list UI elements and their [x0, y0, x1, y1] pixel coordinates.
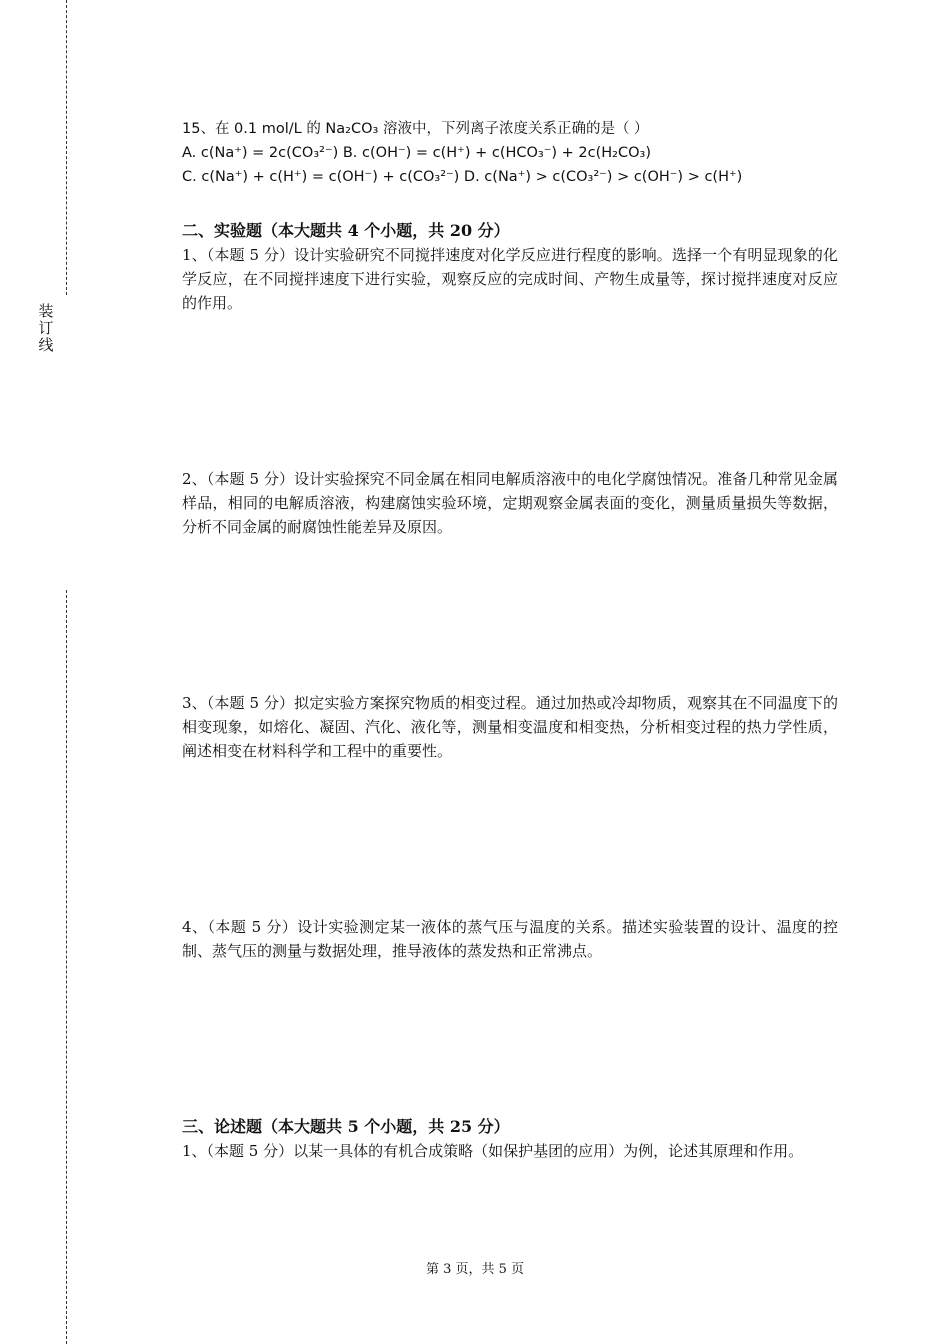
section-3-heading: 三、论述题（本大题共 5 个小题，共 25 分）: [182, 1117, 510, 1136]
section-2-heading: 二、实验题（本大题共 4 个小题，共 20 分）: [182, 221, 510, 240]
binding-line-top: [66, 0, 67, 295]
options-ab: A. c(Na⁺) = 2c(CO₃²⁻) B. c(OH⁻) = c(H⁺) + c(HCO₃⁻) + 2c(H₂CO₃): [182, 145, 651, 161]
question-15: [182, 117, 838, 189]
experiment-question-1: 1、（本题 5 分）设计实验研究不同搅拌速度对化学反应进行程度的影响。选择一个有明显现象的化学反应，在不同搅拌速度下进行实验，观察反应的完成时间、产物生成量等，探讨搅拌速度对反应的作用。: [182, 246, 838, 312]
experiment-question-3: 3、（本题 5 分）拟定实验方案探究物质的相变过程。通过加热或冷却物质，观察其在不同温度下的相变现象，如熔化、凝固、汽化、液化等，测量相变温度和相变热，分析相变过程的热力学性质，阐述相变在材料科学和工程中的重要性。: [182, 694, 838, 760]
binding-line-bottom: [66, 590, 67, 1344]
essay-question-1: 1、（本题 5 分）以某一具体的有机合成策略（如保护基团的应用）为例，论述其原理和作用。: [182, 1142, 804, 1160]
experiment-question-2: 2、（本题 5 分）设计实验探究不同金属在相同电解质溶液中的电化学腐蚀情况。准备几种常见金属样品，相同的电解质溶液，构建腐蚀实验环境，定期观察金属表面的变化，测量质量损失等数据，分析不同金属的耐腐蚀性能差异及原因。: [182, 470, 838, 536]
question-stem: 15、在 0.1 mol/L 的 Na₂CO₃ 溶液中，下列离子浓度关系正确的是（ ）: [182, 121, 649, 137]
experiment-question-4: 4、（本题 5 分）设计实验测定某一液体的蒸气压与温度的关系。描述实验装置的设计、温度的控制、蒸气压的测量与数据处理，推导液体的蒸发热和正常沸点。: [182, 918, 838, 960]
page-number: 第 3 页，共 5 页: [425, 1262, 525, 1277]
options-cd: C. c(Na⁺) + c(H⁺) = c(OH⁻) + c(CO₃²⁻) D. c(Na⁺) > c(CO₃²⁻) > c(OH⁻) > c(H⁺): [182, 169, 743, 185]
binding-label: 装订线: [38, 302, 54, 354]
